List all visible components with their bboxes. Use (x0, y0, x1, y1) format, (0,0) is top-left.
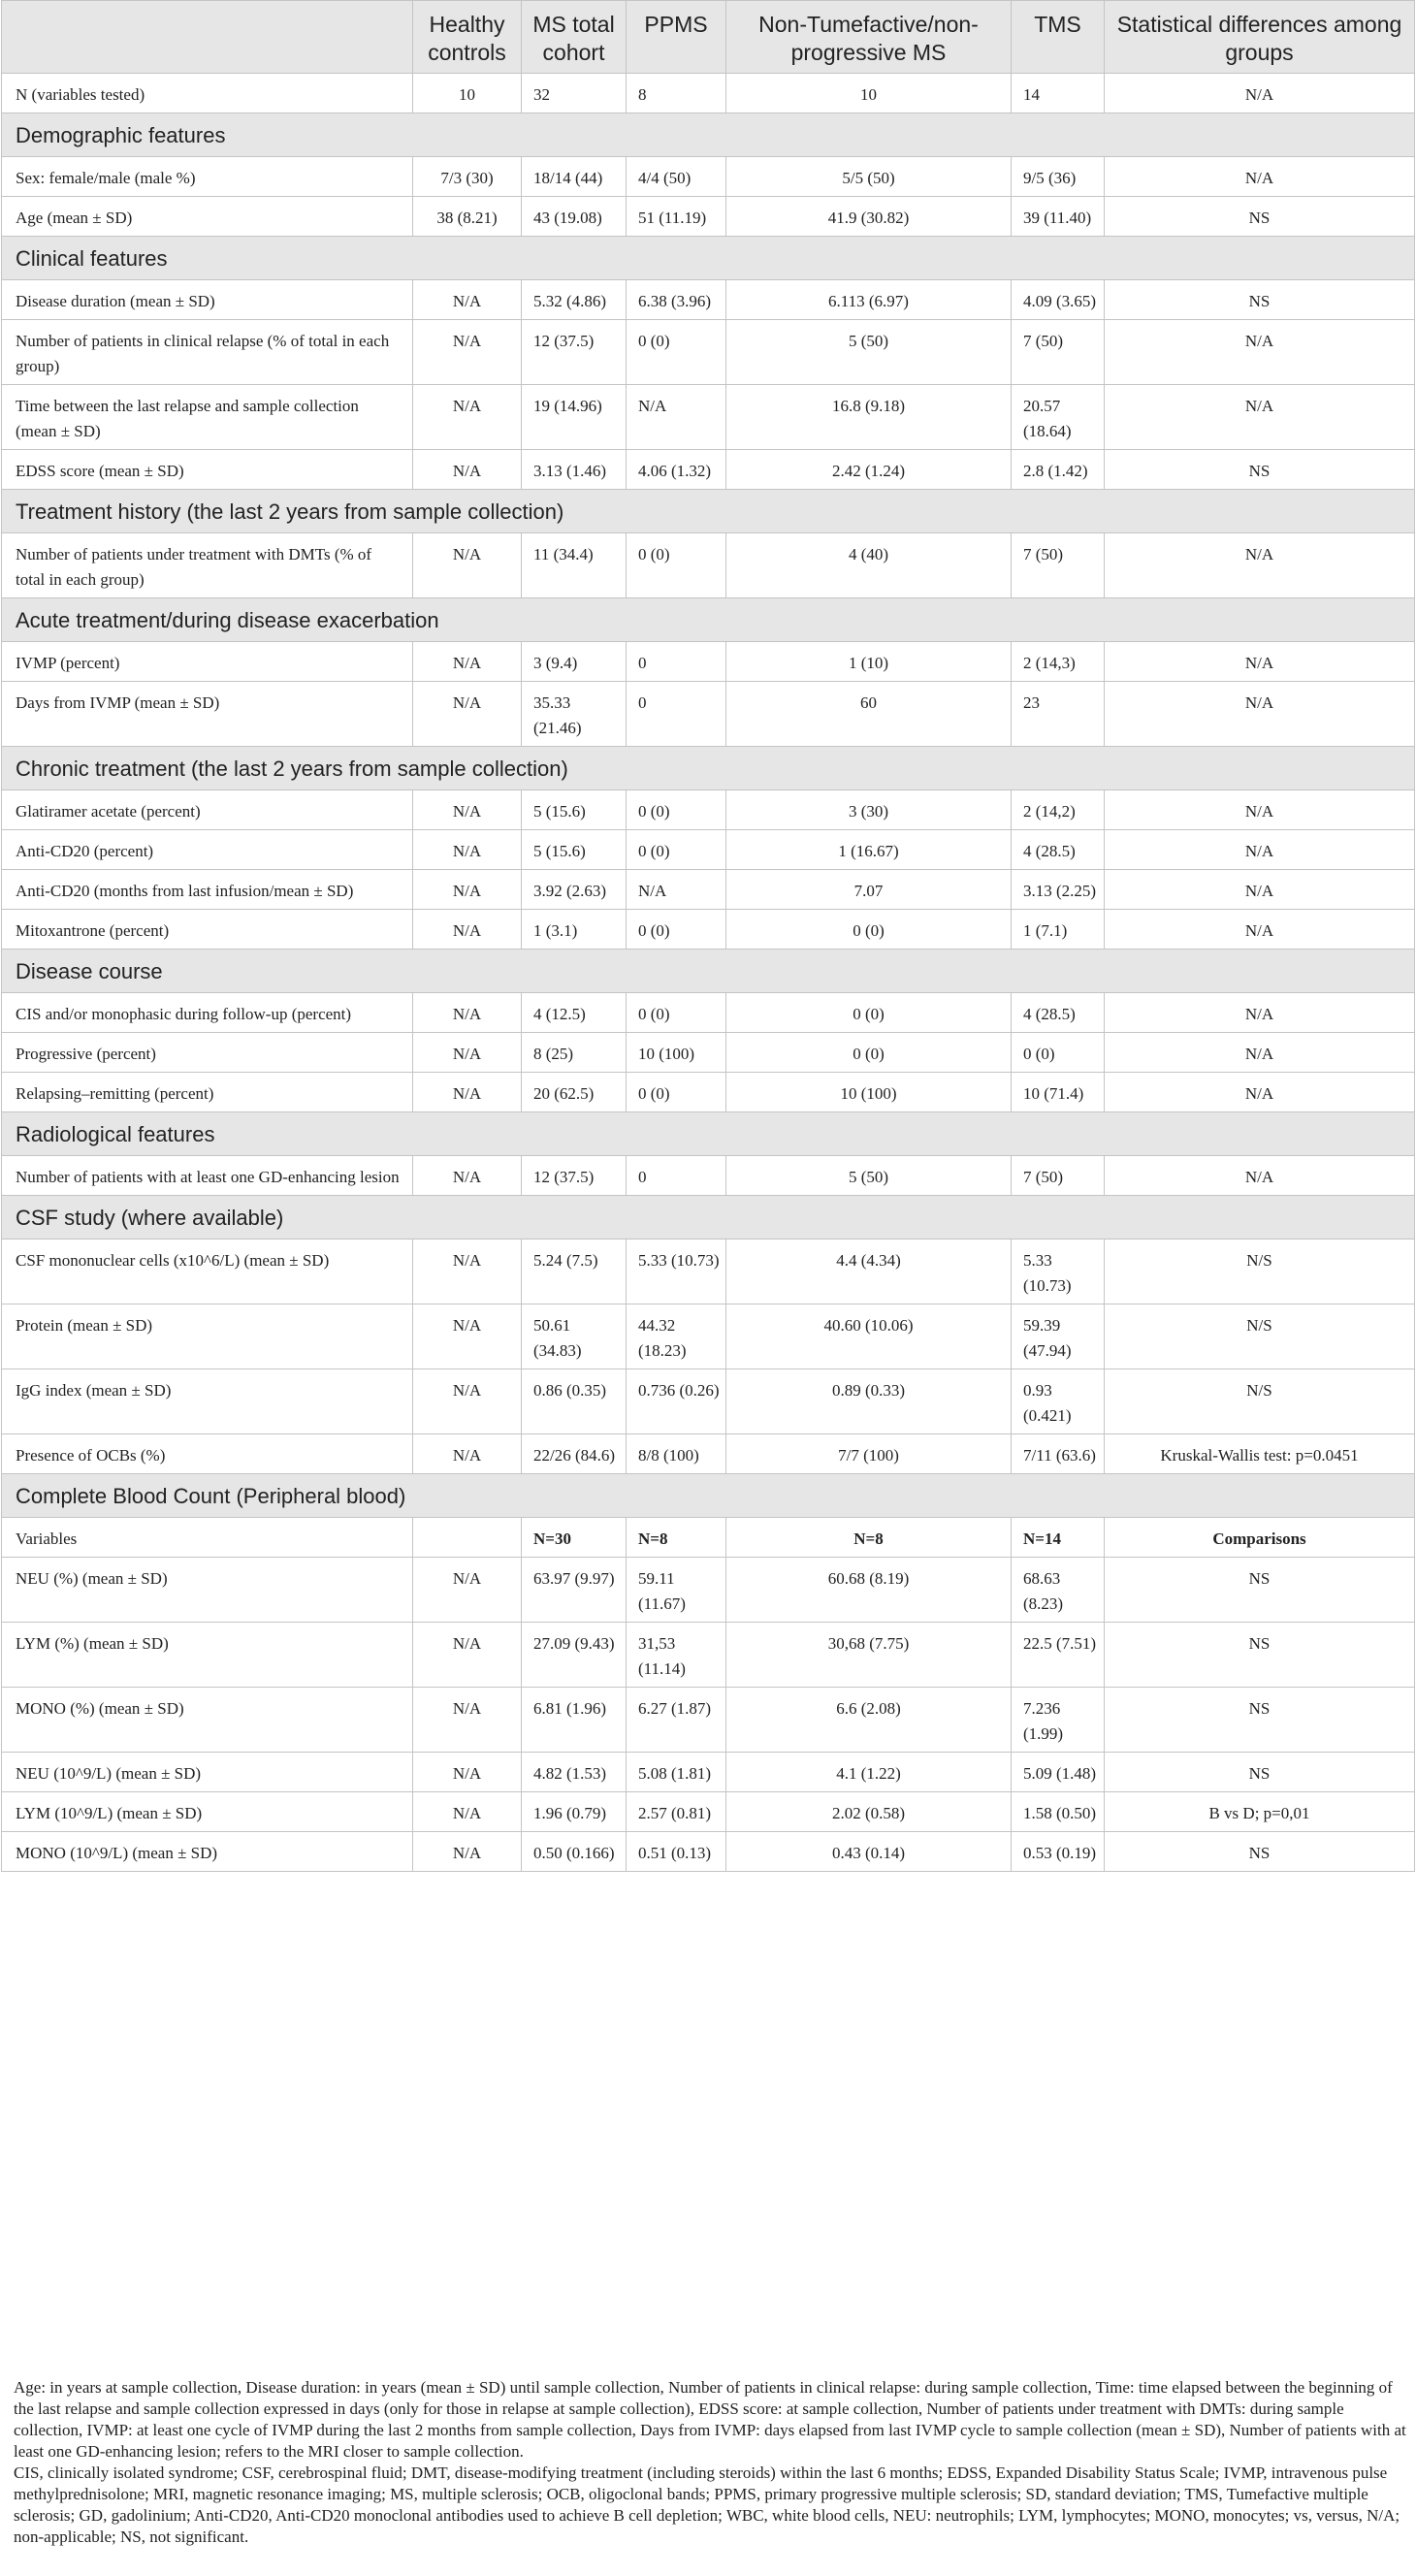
value-cell: N=8 (726, 1518, 1012, 1558)
value-cell: N/A (413, 1073, 522, 1112)
table-row (2, 1832, 1415, 1872)
table-row (2, 1792, 1415, 1832)
table-row (2, 320, 1415, 385)
table-row (2, 1073, 1415, 1112)
value-cell: N/A (1105, 385, 1415, 450)
value-cell: N/A (1105, 1073, 1415, 1112)
row-label-cell: Relapsing–remitting (percent) (2, 1073, 413, 1112)
value-cell: 4/4 (50) (627, 157, 726, 197)
table-row (2, 157, 1415, 197)
value-cell: 9/5 (36) (1012, 157, 1105, 197)
value-cell: N/A (413, 1753, 522, 1792)
value-cell: 2 (14,2) (1012, 790, 1105, 830)
row-label-cell: LYM (10^9/L) (mean ± SD) (2, 1792, 413, 1832)
footnote-definitions: Age: in years at sample collection, Disease duration: in years (mean ± SD) until sample collection, Number of patients in clinical relapse: during sample collection, Time: time elapsed between the beginning of the last relapse and sample collection expressed in days (only for those in relapse at sample collection), EDSS score: at sample collection, Number of patients under treatment with DMTs: during sample collection, IVMP: at least one cycle of IVMP during the last 2 months from sample collection, Days from IVMP: days elapsed from last IVMP cycle to sample collection (mean ± SD), Number of patients with at least one GD-enhancing lesion; refers to the MRI closer to sample collection. (14, 2378, 1406, 2461)
value-cell: 1.58 (0.50) (1012, 1792, 1105, 1832)
value-cell: 4 (28.5) (1012, 830, 1105, 870)
section-header: Demographic features (2, 113, 1415, 157)
section-header: CSF study (where available) (2, 1196, 1415, 1240)
value-cell: 3 (9.4) (522, 642, 627, 682)
value-cell: N/A (413, 642, 522, 682)
value-cell: 10 (413, 74, 522, 113)
value-cell: 18/14 (44) (522, 157, 627, 197)
value-cell: 5.33 (10.73) (1012, 1240, 1105, 1304)
value-cell: 19 (14.96) (522, 385, 627, 450)
table-row (2, 533, 1415, 598)
value-cell: 11 (34.4) (522, 533, 627, 598)
table-row (2, 1688, 1415, 1753)
table-row (2, 682, 1415, 747)
value-cell: 43 (19.08) (522, 197, 627, 237)
value-cell: 10 (71.4) (1012, 1073, 1105, 1112)
value-cell: N/A (413, 790, 522, 830)
table-row (2, 830, 1415, 870)
section-header-row (2, 950, 1415, 993)
table-row (2, 993, 1415, 1033)
value-cell: 3 (30) (726, 790, 1012, 830)
value-cell: 4.4 (4.34) (726, 1240, 1012, 1304)
value-cell: N/A (413, 910, 522, 950)
value-cell: 1 (16.67) (726, 830, 1012, 870)
section-header-row (2, 598, 1415, 642)
row-label-cell: MONO (10^9/L) (mean ± SD) (2, 1832, 413, 1872)
row-label-cell: Glatiramer acetate (percent) (2, 790, 413, 830)
value-cell: Comparisons (1105, 1518, 1415, 1558)
value-cell: 5.08 (1.81) (627, 1753, 726, 1792)
row-label-cell: NEU (10^9/L) (mean ± SD) (2, 1753, 413, 1792)
value-cell: 0 (0) (1012, 1033, 1105, 1073)
value-cell: N/A (1105, 830, 1415, 870)
value-cell: 0 (0) (627, 790, 726, 830)
value-cell: N/A (1105, 74, 1415, 113)
value-cell: 0 (0) (627, 533, 726, 598)
value-cell: NS (1105, 280, 1415, 320)
section-header: Acute treatment/during disease exacerbation (2, 598, 1415, 642)
section-header: Radiological features (2, 1112, 1415, 1156)
value-cell: 60 (726, 682, 1012, 747)
value-cell: N/A (413, 533, 522, 598)
table-footnotes (14, 2377, 1406, 2548)
row-label-cell: Mitoxantrone (percent) (2, 910, 413, 950)
value-cell: N/A (413, 1434, 522, 1474)
row-label-cell: Number of patients in clinical relapse (% of total in each group) (2, 320, 413, 385)
value-cell: N/A (413, 993, 522, 1033)
table-row (2, 385, 1415, 450)
value-cell: 1.96 (0.79) (522, 1792, 627, 1832)
row-label-cell: IgG index (mean ± SD) (2, 1369, 413, 1434)
value-cell: 0 (0) (627, 910, 726, 950)
row-label-cell: Anti-CD20 (months from last infusion/mean ± SD) (2, 870, 413, 910)
value-cell: 0 (0) (726, 1033, 1012, 1073)
cohort-characteristics-table (1, 0, 1415, 1872)
value-cell: N/A (413, 1832, 522, 1872)
row-label-cell: MONO (%) (mean ± SD) (2, 1688, 413, 1753)
value-cell: NS (1105, 1753, 1415, 1792)
value-cell: N/A (1105, 870, 1415, 910)
value-cell: 5 (50) (726, 320, 1012, 385)
value-cell: 68.63 (8.23) (1012, 1558, 1105, 1623)
table-row (2, 1304, 1415, 1369)
value-cell: 8/8 (100) (627, 1434, 726, 1474)
footnote-abbreviations: CIS, clinically isolated syndrome; CSF, cerebrospinal fluid; DMT, disease-modifying treatment (including steroids) within the last 6 months; EDSS, Expanded Disability Status Scale; IVMP, intravenous pulse methylprednisolone; MRI, magnetic resonance imaging; MS, multiple sclerosis; OCB, oligoclonal bands; PPMS, primary progressive multiple sclerosis; SD, standard deviation; TMS, Tumefactive multiple sclerosis; GD, gadolinium; Anti-CD20, Anti-CD20 monoclonal antibodies used to achieve B cell depletion; WBC, white blood cells, NEU: neutrophils; LYM, lymphocytes; MONO, monocytes; vs, versus, N/A; non-applicable; NS, not significant. (14, 2463, 1400, 2546)
value-cell: 0 (627, 642, 726, 682)
value-cell: 7 (50) (1012, 1156, 1105, 1196)
value-cell: 2.42 (1.24) (726, 450, 1012, 490)
value-cell: N/A (413, 320, 522, 385)
value-cell: N/A (413, 830, 522, 870)
value-cell: N/A (413, 682, 522, 747)
value-cell: 12 (37.5) (522, 320, 627, 385)
value-cell: 4 (12.5) (522, 993, 627, 1033)
section-header: Treatment history (the last 2 years from sample collection) (2, 490, 1415, 533)
value-cell: 5 (50) (726, 1156, 1012, 1196)
value-cell: 4.1 (1.22) (726, 1753, 1012, 1792)
section-header-row (2, 113, 1415, 157)
section-header: Complete Blood Count (Peripheral blood) (2, 1474, 1415, 1518)
value-cell: N/A (413, 1369, 522, 1434)
value-cell: 4.06 (1.32) (627, 450, 726, 490)
value-cell: 0.93 (0.421) (1012, 1369, 1105, 1434)
value-cell: N/A (413, 280, 522, 320)
value-cell: 16.8 (9.18) (726, 385, 1012, 450)
value-cell: 0.736 (0.26) (627, 1369, 726, 1434)
value-cell: 51 (11.19) (627, 197, 726, 237)
value-cell: 44.32 (18.23) (627, 1304, 726, 1369)
column-subheader-row (2, 1518, 1415, 1558)
value-cell: N/A (1105, 642, 1415, 682)
value-cell: N/A (413, 450, 522, 490)
value-cell: 22.5 (7.51) (1012, 1623, 1105, 1688)
value-cell: 7/7 (100) (726, 1434, 1012, 1474)
section-header: Chronic treatment (the last 2 years from sample collection) (2, 747, 1415, 790)
value-cell: N=8 (627, 1518, 726, 1558)
row-label-cell: Anti-CD20 (percent) (2, 830, 413, 870)
section-header-row (2, 490, 1415, 533)
value-cell: 32 (522, 74, 627, 113)
value-cell: 30,68 (7.75) (726, 1623, 1012, 1688)
value-cell: N/A (413, 385, 522, 450)
row-label-cell: Progressive (percent) (2, 1033, 413, 1073)
value-cell: 6.113 (6.97) (726, 280, 1012, 320)
value-cell: N/A (1105, 533, 1415, 598)
value-cell: 0 (627, 1156, 726, 1196)
value-cell: 3.13 (2.25) (1012, 870, 1105, 910)
row-label-cell: Disease duration (mean ± SD) (2, 280, 413, 320)
table-row (2, 1369, 1415, 1434)
value-cell: 4 (28.5) (1012, 993, 1105, 1033)
value-cell: 5/5 (50) (726, 157, 1012, 197)
value-cell: 0.43 (0.14) (726, 1832, 1012, 1872)
value-cell: N/A (1105, 320, 1415, 385)
value-cell: 10 (100) (627, 1033, 726, 1073)
row-label-cell: LYM (%) (mean ± SD) (2, 1623, 413, 1688)
value-cell: N/A (413, 1304, 522, 1369)
value-cell: 7 (50) (1012, 533, 1105, 598)
value-cell: 0 (0) (627, 830, 726, 870)
value-cell: 22/26 (84.6) (522, 1434, 627, 1474)
value-cell: NS (1105, 450, 1415, 490)
value-cell: 7/11 (63.6) (1012, 1434, 1105, 1474)
table-row (2, 1156, 1415, 1196)
table-row (2, 1033, 1415, 1073)
row-label-cell: CSF mononuclear cells (x10^6/L) (mean ± SD) (2, 1240, 413, 1304)
section-header-row (2, 1112, 1415, 1156)
value-cell: N/A (413, 1688, 522, 1753)
header-cell-ppms: PPMS (627, 1, 726, 74)
value-cell: 5.33 (10.73) (627, 1240, 726, 1304)
value-cell: 5 (15.6) (522, 830, 627, 870)
value-cell: 39 (11.40) (1012, 197, 1105, 237)
value-cell: NS (1105, 1558, 1415, 1623)
value-cell: 20 (62.5) (522, 1073, 627, 1112)
value-cell: N/A (413, 1623, 522, 1688)
value-cell: 59.11 (11.67) (627, 1558, 726, 1623)
value-cell: N=14 (1012, 1518, 1105, 1558)
value-cell: 1 (3.1) (522, 910, 627, 950)
table-row (2, 1434, 1415, 1474)
value-cell: 38 (8.21) (413, 197, 522, 237)
row-label-cell: Variables (2, 1518, 413, 1558)
value-cell: 6.38 (3.96) (627, 280, 726, 320)
value-cell: 0 (0) (726, 910, 1012, 950)
value-cell: 12 (37.5) (522, 1156, 627, 1196)
row-label-cell: Protein (mean ± SD) (2, 1304, 413, 1369)
table-row (2, 197, 1415, 237)
value-cell: 35.33 (21.46) (522, 682, 627, 747)
table-row (2, 1623, 1415, 1688)
value-cell: 1 (10) (726, 642, 1012, 682)
value-cell: 10 (100) (726, 1073, 1012, 1112)
value-cell: 0 (0) (627, 993, 726, 1033)
value-cell: 5.24 (7.5) (522, 1240, 627, 1304)
table-row (2, 910, 1415, 950)
value-cell: 8 (25) (522, 1033, 627, 1073)
value-cell: 5 (15.6) (522, 790, 627, 830)
table-row (2, 790, 1415, 830)
value-cell: N=30 (522, 1518, 627, 1558)
value-cell: 1 (7.1) (1012, 910, 1105, 950)
value-cell: N/A (627, 870, 726, 910)
row-label-cell: EDSS score (mean ± SD) (2, 450, 413, 490)
value-cell: 5.32 (4.86) (522, 280, 627, 320)
section-header-row (2, 1196, 1415, 1240)
value-cell: 3.13 (1.46) (522, 450, 627, 490)
value-cell: 2.8 (1.42) (1012, 450, 1105, 490)
section-header-row (2, 747, 1415, 790)
value-cell: 0 (0) (726, 993, 1012, 1033)
value-cell: N/A (413, 870, 522, 910)
value-cell: N/A (627, 385, 726, 450)
section-header-row (2, 237, 1415, 280)
value-cell: 6.6 (2.08) (726, 1688, 1012, 1753)
value-cell: B vs D; p=0,01 (1105, 1792, 1415, 1832)
value-cell: 0.51 (0.13) (627, 1832, 726, 1872)
value-cell: 10 (726, 74, 1012, 113)
row-label-cell: CIS and/or monophasic during follow-up (percent) (2, 993, 413, 1033)
value-cell: N/A (1105, 1033, 1415, 1073)
value-cell: 6.81 (1.96) (522, 1688, 627, 1753)
value-cell: 60.68 (8.19) (726, 1558, 1012, 1623)
row-label-cell: N (variables tested) (2, 74, 413, 113)
value-cell: 2 (14,3) (1012, 642, 1105, 682)
table-row (2, 1753, 1415, 1792)
section-header: Clinical features (2, 237, 1415, 280)
value-cell: N/A (413, 1792, 522, 1832)
row-label-cell: Sex: female/male (male %) (2, 157, 413, 197)
value-cell: N/A (413, 1156, 522, 1196)
value-cell: 0 (627, 682, 726, 747)
value-cell: N/A (413, 1033, 522, 1073)
value-cell: 2.57 (0.81) (627, 1792, 726, 1832)
header-row (2, 1, 1415, 74)
value-cell: 27.09 (9.43) (522, 1623, 627, 1688)
header-cell-statistical-differences: Statistical differences among groups (1105, 1, 1415, 74)
value-cell: N/A (413, 1240, 522, 1304)
table-row (2, 450, 1415, 490)
value-cell: 5.09 (1.48) (1012, 1753, 1105, 1792)
header-cell-tms: TMS (1012, 1, 1105, 74)
value-cell: 7 (50) (1012, 320, 1105, 385)
value-cell: N/S (1105, 1240, 1415, 1304)
value-cell: 63.97 (9.97) (522, 1558, 627, 1623)
value-cell: 31,53 (11.14) (627, 1623, 726, 1688)
value-cell: 20.57 (18.64) (1012, 385, 1105, 450)
value-cell: NS (1105, 1832, 1415, 1872)
value-cell: 4.82 (1.53) (522, 1753, 627, 1792)
value-cell: 40.60 (10.06) (726, 1304, 1012, 1369)
row-label-cell: Days from IVMP (mean ± SD) (2, 682, 413, 747)
value-cell: N/A (1105, 682, 1415, 747)
value-cell: 23 (1012, 682, 1105, 747)
table-row (2, 1558, 1415, 1623)
value-cell: 7/3 (30) (413, 157, 522, 197)
value-cell: 41.9 (30.82) (726, 197, 1012, 237)
value-cell: N/A (413, 1558, 522, 1623)
value-cell: NS (1105, 197, 1415, 237)
value-cell: 4.09 (3.65) (1012, 280, 1105, 320)
value-cell: 0.86 (0.35) (522, 1369, 627, 1434)
header-cell-ms-total-cohort: MS total cohort (522, 1, 627, 74)
value-cell: 7.236 (1.99) (1012, 1688, 1105, 1753)
value-cell: 0.89 (0.33) (726, 1369, 1012, 1434)
value-cell: 8 (627, 74, 726, 113)
header-cell-variable (2, 1, 413, 74)
row-label-cell: NEU (%) (mean ± SD) (2, 1558, 413, 1623)
value-cell: Kruskal-Wallis test: p=0.0451 (1105, 1434, 1415, 1474)
row-label-cell: Age (mean ± SD) (2, 197, 413, 237)
value-cell: 0.50 (0.166) (522, 1832, 627, 1872)
section-header: Disease course (2, 950, 1415, 993)
value-cell: 0 (0) (627, 320, 726, 385)
header-cell-non-tumefactive-ms: Non-Tumefactive/non-progressive MS (726, 1, 1012, 74)
value-cell: 7.07 (726, 870, 1012, 910)
section-header-row (2, 1474, 1415, 1518)
value-cell: N/A (1105, 910, 1415, 950)
value-cell: NS (1105, 1688, 1415, 1753)
table-row (2, 74, 1415, 113)
value-cell: 0 (0) (627, 1073, 726, 1112)
header-cell-healthy-controls: Healthy controls (413, 1, 522, 74)
row-label-cell: Time between the last relapse and sample collection (mean ± SD) (2, 385, 413, 450)
value-cell: N/A (1105, 157, 1415, 197)
value-cell: N/A (1105, 1156, 1415, 1196)
table-row (2, 1240, 1415, 1304)
value-cell: 4 (40) (726, 533, 1012, 598)
row-label-cell: IVMP (percent) (2, 642, 413, 682)
value-cell: 14 (1012, 74, 1105, 113)
table-row (2, 870, 1415, 910)
value-cell: 6.27 (1.87) (627, 1688, 726, 1753)
value-cell: N/S (1105, 1304, 1415, 1369)
table-row (2, 642, 1415, 682)
row-label-cell: Number of patients under treatment with DMTs (% of total in each group) (2, 533, 413, 598)
value-cell: 3.92 (2.63) (522, 870, 627, 910)
value-cell: 2.02 (0.58) (726, 1792, 1012, 1832)
table-row (2, 280, 1415, 320)
row-label-cell: Presence of OCBs (%) (2, 1434, 413, 1474)
value-cell (413, 1518, 522, 1558)
value-cell: NS (1105, 1623, 1415, 1688)
value-cell: 50.61 (34.83) (522, 1304, 627, 1369)
value-cell: N/A (1105, 993, 1415, 1033)
row-label-cell: Number of patients with at least one GD-enhancing lesion (2, 1156, 413, 1196)
value-cell: 0.53 (0.19) (1012, 1832, 1105, 1872)
value-cell: 59.39 (47.94) (1012, 1304, 1105, 1369)
value-cell: N/S (1105, 1369, 1415, 1434)
value-cell: N/A (1105, 790, 1415, 830)
